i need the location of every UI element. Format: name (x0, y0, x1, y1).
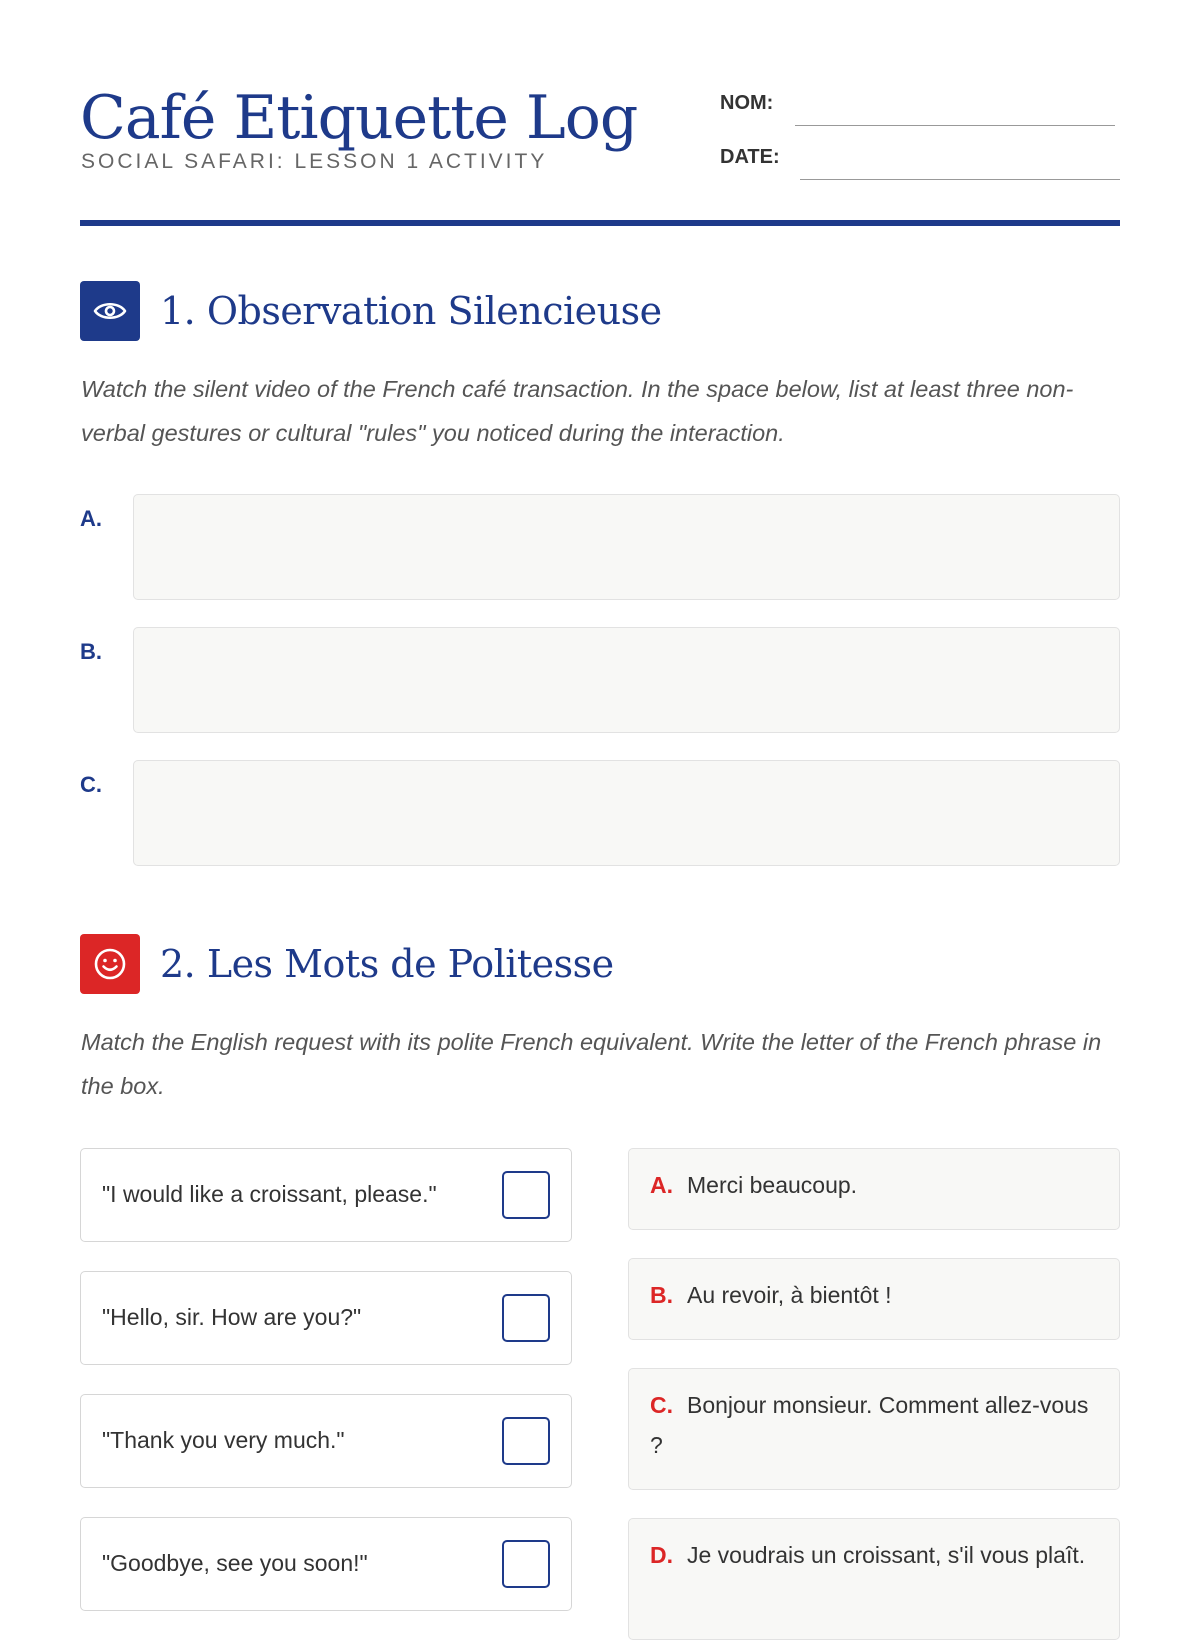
french-phrase-letter: C. (650, 1392, 673, 1418)
header-divider (80, 220, 1120, 226)
observation-answer-box-a[interactable] (133, 494, 1120, 600)
french-phrase-card (628, 1368, 1120, 1490)
observation-answer-row (80, 627, 1120, 735)
french-phrase-letter: D. (650, 1542, 673, 1568)
observation-answer-row (80, 760, 1120, 868)
observation-answer-box-c[interactable] (133, 760, 1120, 866)
page-title: Café Etiquette Log (80, 83, 638, 153)
english-phrase-card (80, 1271, 572, 1365)
match-answer-box[interactable] (502, 1294, 550, 1342)
date-field (720, 142, 1120, 182)
worksheet-page (80, 0, 1120, 1600)
match-answer-box[interactable] (502, 1171, 550, 1219)
english-phrase: "Thank you very much." (102, 1427, 345, 1453)
english-phrase-card (80, 1394, 572, 1488)
french-phrase-card (628, 1148, 1120, 1230)
french-phrase: Je voudrais un croissant, s'il vous plaît. (687, 1542, 1086, 1568)
section-observation-instructions: Watch the silent video of the French café transaction. In the space below, list at least three non-verbal gestures or cultural "rules" you noticed during the interaction. (81, 376, 1074, 446)
english-phrase: "I would like a croissant, please." (102, 1181, 437, 1207)
match-answer-box[interactable] (502, 1540, 550, 1588)
section-politesse-header (80, 934, 1120, 994)
french-phrase-card (628, 1258, 1120, 1340)
answer-letter: B. (80, 639, 102, 664)
match-answer-box[interactable] (502, 1417, 550, 1465)
answer-letter: A. (80, 506, 102, 531)
english-phrase-card (80, 1517, 572, 1611)
section-politesse-instructions: Match the English request with its polite French equivalent. Write the letter of the French phrase in the box. (81, 1029, 1102, 1099)
english-phrase-card (80, 1148, 572, 1242)
eye-icon (80, 281, 140, 341)
observation-answer-box-b[interactable] (133, 627, 1120, 733)
observation-answer-row (80, 494, 1120, 602)
french-phrase: Bonjour monsieur. Comment allez-vous ? (650, 1392, 1089, 1458)
french-phrase-letter: B. (650, 1282, 673, 1308)
french-phrase-card (628, 1518, 1120, 1640)
french-phrase-letter: A. (650, 1172, 673, 1198)
nom-input-line[interactable] (795, 125, 1115, 126)
smile-icon (80, 934, 140, 994)
page-subtitle: SOCIAL SAFARI: LESSON 1 ACTIVITY (81, 150, 548, 173)
english-phrase: "Hello, sir. How are you?" (102, 1304, 362, 1330)
french-phrase: Merci beaucoup. (687, 1172, 858, 1198)
answer-letter: C. (80, 772, 102, 797)
section-observation-header (80, 281, 1120, 341)
nom-field (720, 88, 1120, 128)
section-observation-title: 1. Observation Silencieuse (160, 289, 662, 333)
section-politesse-title: 2. Les Mots de Politesse (160, 942, 614, 986)
date-input-line[interactable] (800, 179, 1120, 180)
french-phrase: Au revoir, à bientôt ! (687, 1282, 892, 1308)
date-label: DATE: (720, 146, 780, 168)
english-phrase: "Goodbye, see you soon!" (102, 1550, 368, 1576)
nom-label: NOM: (720, 92, 774, 114)
